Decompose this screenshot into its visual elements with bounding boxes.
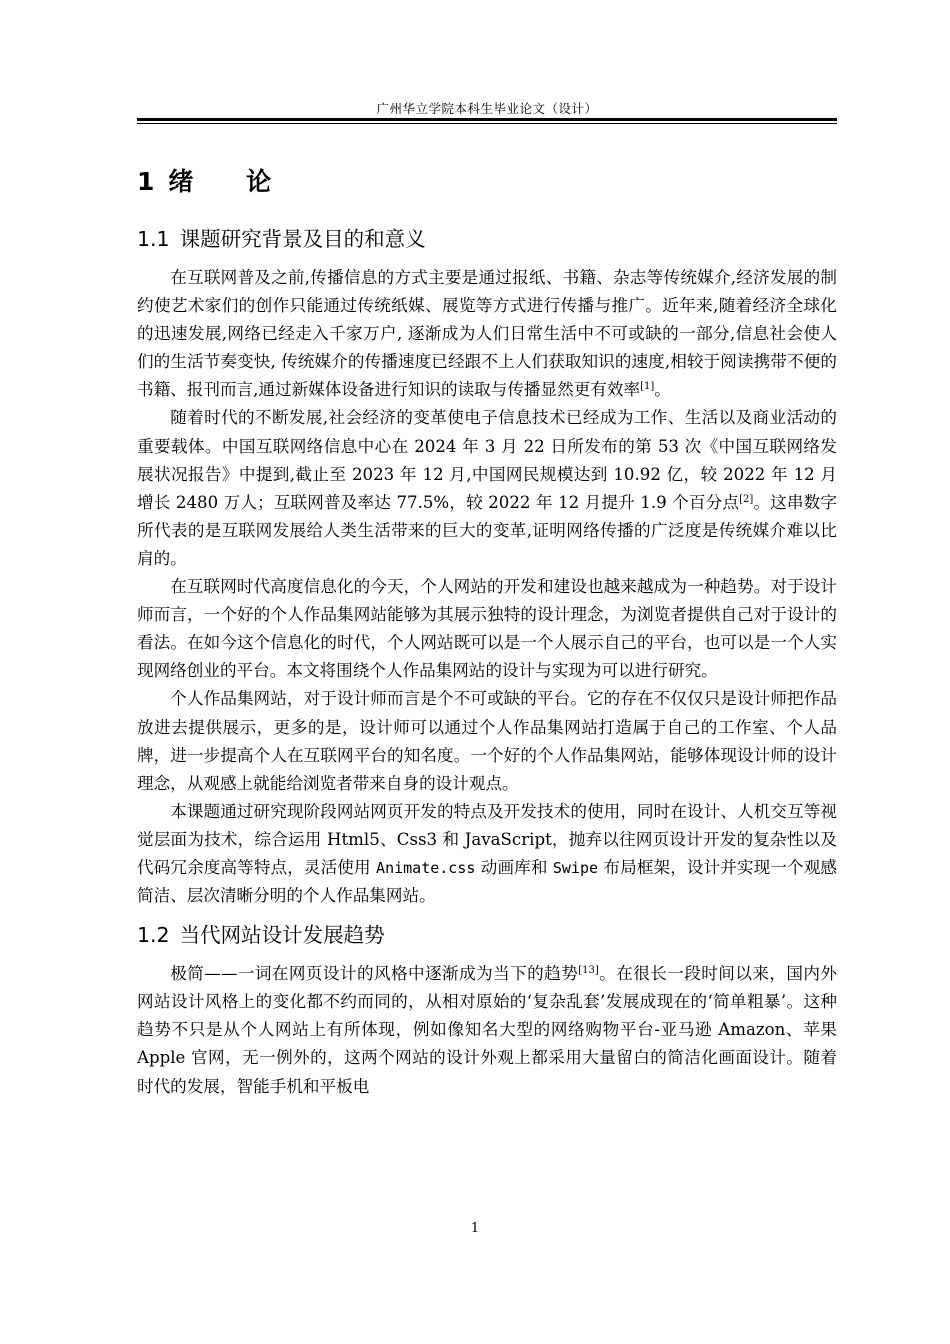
page-body — [137, 162, 837, 1101]
section-heading-1-1 — [137, 222, 837, 256]
paragraph: 在互联网普及之前,传播信息的方式主要是通过报纸、书籍、杂志等传统媒介,经济发展的制约使艺术家们的创作只能通过传统纸媒、展览等方式进行传播与推广。近年来,随着经济全球化的迅速发展,网络已经走入千家万户, 逐渐成为人们日常生活中不可或缺的一部分,信息社会使人们的生活节奏变快, 传统媒介的传播速度已经跟不上人们获取知识的速度,相较于阅读携带不便的书籍、报刊而言,通过新媒体设备进行知识的读取与传播显然更有效率[1]。 — [137, 268, 837, 400]
paragraph: 随着时代的不断发展,社会经济的变革使电子信息技术已经成为工作、生活以及商业活动的重要载体。中国互联网络信息中心在 2024 年 3 月 22 日所发布的第 53 次《中国互联网络发展状况报告》中提到,截止至 2023 年 12 月,中国网民规模达到 10.92 亿，较 2022 年 12 月增长 2480 万人；互联网普及率达 77.5%，较 2022 年 12 月提升 1.9 个百分点[2]。这串数字所代表的是互联网发展给人类生活带来的巨大的变革,证明网络传播的广泛度是传统媒介难以比肩的。 — [137, 408, 837, 568]
section-number: 1.2 — [137, 923, 170, 948]
code-term: Animate.css — [376, 858, 476, 877]
section-number: 1.1 — [137, 227, 170, 251]
section-title: 课题研究背景及目的和意义 — [179, 227, 426, 251]
header-rule-thin — [137, 123, 837, 124]
citation-ref: [2] — [739, 493, 754, 505]
paragraph: 本课题通过研究现阶段网站网页开发的特点及开发技术的使用，同时在设计、人机交互等视觉层面为技术，综合运用 Html5、Css3 和 JavaScript，抛弃以往网页设计开发的复杂性以及代码冗余度高等特点，灵活使用 Animate.css 动画库和 Swipe 布局框架，设计并实现一个观感简洁、层次清晰分明的个人作品集网站。 — [137, 801, 837, 906]
paragraph: 在互联网时代高度信息化的今天，个人网站的开发和建设也越来越成为一种趋势。对于设计师而言，一个好的个人作品集网站能够为其展示独特的设计理念，为浏览者提供自己对于设计的看法。在如今这个信息化的时代，个人网站既可以是一个人展示自己的平台，也可以是一个人实现网络创业的平台。本文将围绕个人作品集网站的设计与实现为可以进行研究。 — [137, 577, 837, 681]
paragraph: 极简——一词在网页设计的风格中逐渐成为当下的趋势[13]。在很长一段时间以来，国内外网站设计风格上的变化都不约而同的，从相对原始的‘复杂乱套’发展成现在的‘简单粗暴’。这种趋势不只是从个人网站上有所体现，例如像知名大型的网络购物平台-亚马逊 Amazon、苹果 Apple 官网，无一例外的，这两个网站的设计外观上都采用大量留白的简洁化画面设计。随着时代的发展，智能手机和平板电 — [137, 964, 838, 1096]
page-number: 1 — [470, 1221, 480, 1236]
section-heading-1-2 — [137, 918, 837, 952]
chapter-heading — [137, 162, 837, 202]
running-header: 广州华立学院本科生毕业论文（设计） — [376, 101, 598, 116]
section-title: 当代网站设计发展趋势 — [179, 923, 385, 948]
paragraph: 个人作品集网站，对于设计师而言是个不可或缺的平台。它的存在不仅仅只是设计师把作品放进去提供展示，更多的是，设计师可以通过个人作品集网站打造属于自己的工作室、个人品牌，进一步提高个人在互联网平台的知名度。一个好的个人作品集网站，能够体现设计师的设计理念，从观感上就能给浏览者带来自身的设计观点。 — [137, 689, 837, 793]
citation-ref: [13] — [578, 965, 599, 977]
code-term: Swipe — [552, 858, 599, 877]
citation-ref: [1] — [640, 381, 655, 393]
header-rule-thick — [137, 118, 837, 121]
chapter-number: 1 — [137, 167, 155, 196]
chapter-title: 绪 论 — [168, 167, 294, 196]
